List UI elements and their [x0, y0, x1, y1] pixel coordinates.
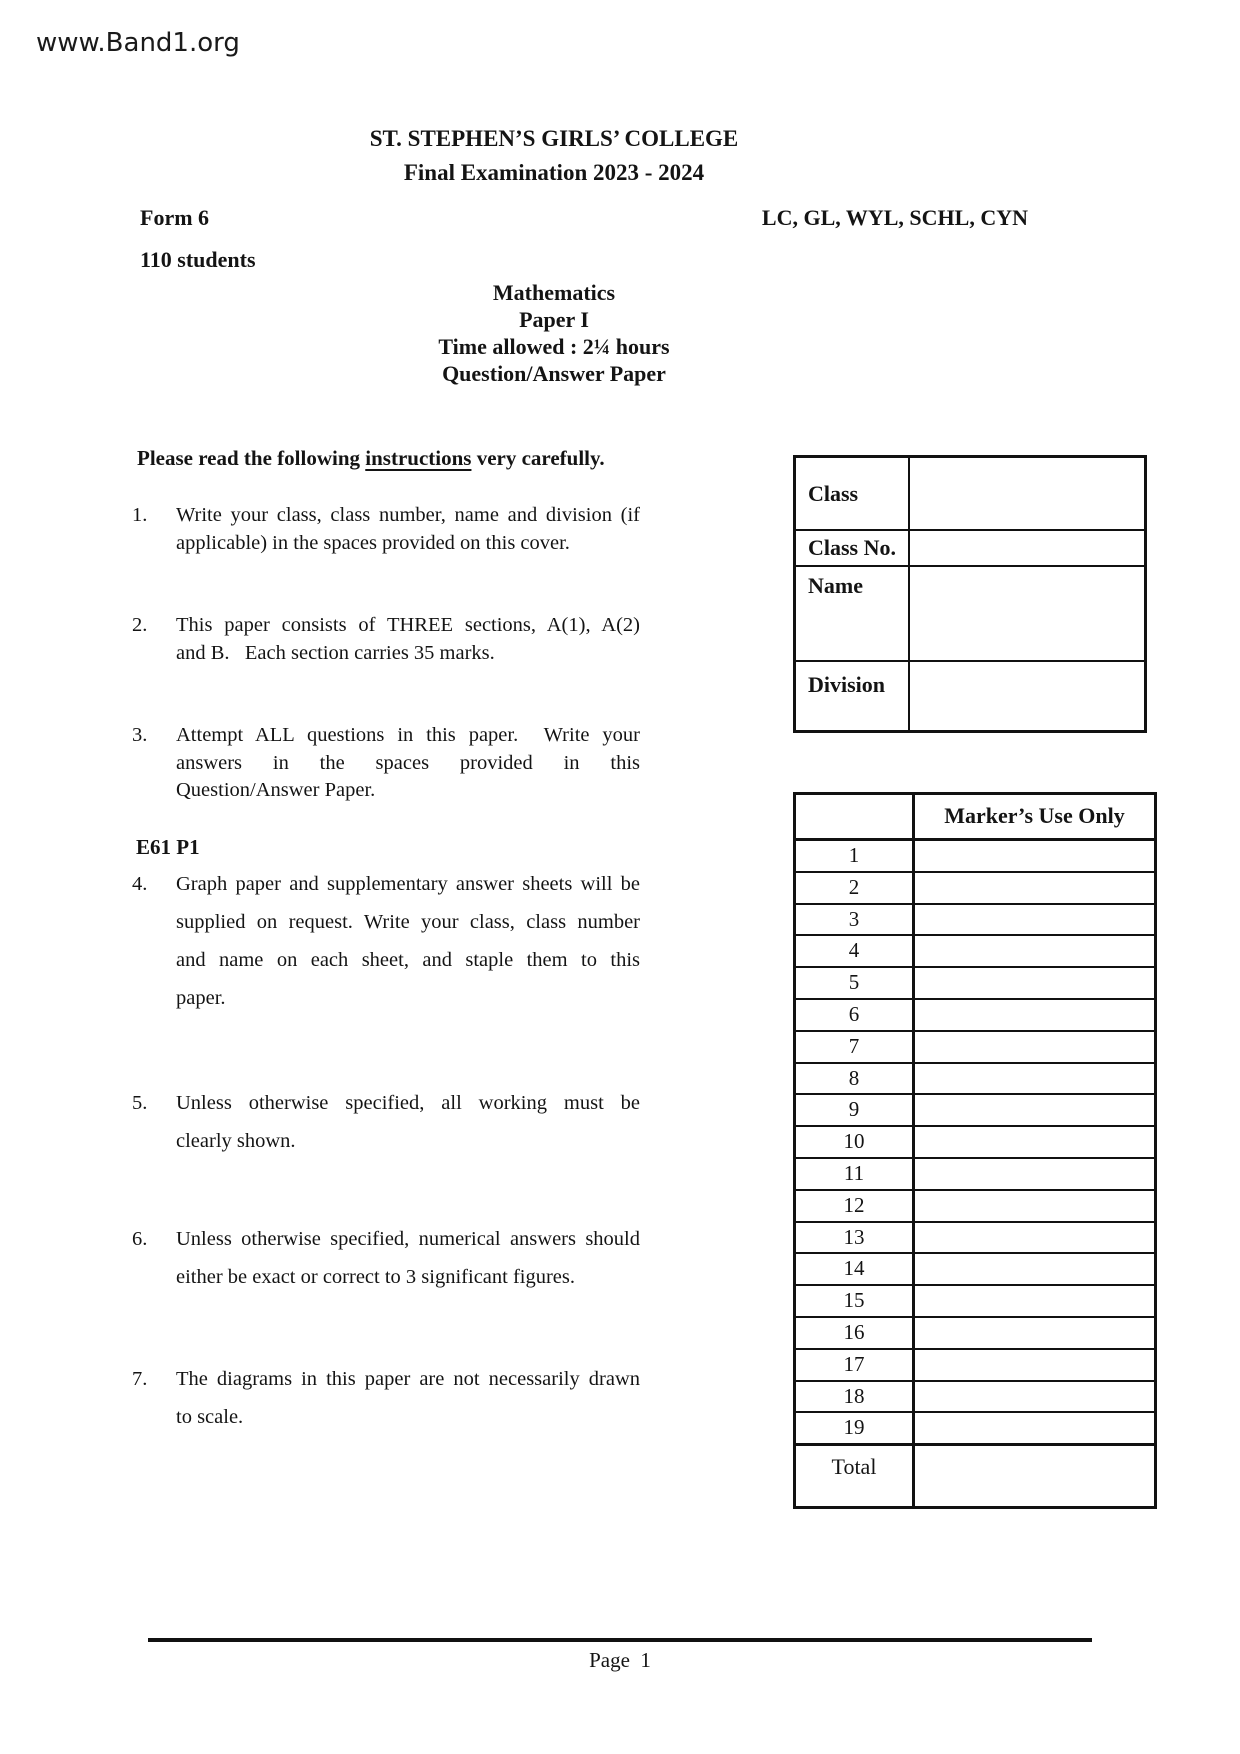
- class-no-value-cell: [910, 531, 1144, 565]
- instruction-line: clearly shown.: [176, 1130, 296, 1152]
- question-number: 14: [796, 1254, 915, 1284]
- instruction-line: Unless otherwise specified, numerical answers should: [176, 1228, 640, 1250]
- instruction-item-number: 4.: [132, 873, 148, 895]
- marker-score-cell: [915, 1064, 1154, 1094]
- school-name: ST. STEPHEN’S GIRLS’ COLLEGE: [369, 126, 739, 151]
- page-number: Page 1: [589, 1648, 651, 1672]
- question-number: 18: [796, 1382, 915, 1412]
- marker-row-7: [796, 1032, 1154, 1064]
- marker-score-cell: [915, 1318, 1154, 1348]
- question-number: 19: [796, 1413, 915, 1443]
- question-number: 12: [796, 1191, 915, 1221]
- paper-type: Question/Answer Paper: [442, 361, 666, 386]
- marker-score-cell: [915, 1254, 1154, 1284]
- form-label: Form 6: [140, 205, 210, 230]
- instruction-line: Question/Answer Paper.: [176, 779, 376, 801]
- instruction-item-4: [132, 865, 642, 1017]
- instruction-item-number: 3.: [132, 724, 148, 746]
- marker-score-cell: [915, 1000, 1154, 1030]
- question-number: 1: [796, 841, 915, 871]
- student-info-table: [793, 455, 1147, 733]
- paper-number: Paper I: [519, 307, 589, 332]
- question-number: 15: [796, 1286, 915, 1316]
- instruction-item-3: [132, 722, 642, 805]
- site-watermark: www.Band1.org: [36, 28, 240, 58]
- instruction-item-number: 6.: [132, 1228, 148, 1250]
- marker-row-17: [796, 1350, 1154, 1382]
- markers-table-header: [796, 795, 1154, 841]
- instruction-item-6: [132, 1220, 642, 1296]
- instruction-item-text: [176, 1220, 640, 1296]
- instructions-heading-prefix: Please read the following: [137, 446, 366, 470]
- instruction-item-text: [176, 722, 640, 805]
- exam-title: Final Examination 2023 - 2024: [403, 160, 705, 185]
- division-label: Division: [796, 662, 910, 730]
- question-number: 11: [796, 1159, 915, 1189]
- instruction-item-7: [132, 1360, 642, 1436]
- question-number: 4: [796, 936, 915, 966]
- table-row: [796, 458, 1144, 529]
- marker-row-6: [796, 1000, 1154, 1032]
- class-value-cell: [910, 458, 1144, 529]
- instruction-line: This paper consists of THREE sections, A(1), A(2): [176, 614, 640, 636]
- question-number: 8: [796, 1064, 915, 1094]
- instruction-line: Write your class, class number, name and division (if: [176, 504, 640, 526]
- paper-info-block: [81, 279, 1027, 387]
- marker-score-cell: [915, 1191, 1154, 1221]
- marker-row-13: [796, 1223, 1154, 1255]
- marker-row-8: [796, 1064, 1154, 1096]
- instruction-line: paper.: [176, 987, 226, 1009]
- marker-row-14: [796, 1254, 1154, 1286]
- question-number: 2: [796, 873, 915, 903]
- marker-row-1: [796, 841, 1154, 873]
- question-number: 7: [796, 1032, 915, 1062]
- instruction-line: The diagrams in this paper are not necessarily drawn: [176, 1368, 640, 1390]
- marker-score-cell: [915, 936, 1154, 966]
- instructions-heading: [137, 446, 605, 471]
- instruction-line: Unless otherwise specified, all working must be: [176, 1092, 640, 1114]
- marker-row-15: [796, 1286, 1154, 1318]
- time-allowed: Time allowed : 2¼ hours: [438, 334, 670, 359]
- markers-use-only-title: Marker’s Use Only: [944, 803, 1125, 828]
- instruction-line: applicable) in the spaces provided on this cover.: [176, 531, 570, 554]
- name-label: Name: [796, 567, 910, 660]
- marker-row-4: [796, 936, 1154, 968]
- marker-score-cell: [915, 1223, 1154, 1253]
- marker-row-18: [796, 1382, 1154, 1414]
- footer-rule: [148, 1638, 1092, 1642]
- total-score-cell: [915, 1446, 1154, 1506]
- instruction-item-number: 7.: [132, 1368, 148, 1390]
- marker-score-cell: [915, 1032, 1154, 1062]
- marker-row-10: [796, 1127, 1154, 1159]
- instruction-item-2: [132, 612, 642, 667]
- marker-score-cell: [915, 1127, 1154, 1157]
- instruction-item-5: [132, 1084, 642, 1160]
- instructions-heading-suffix: very carefully.: [471, 446, 605, 470]
- marker-score-cell: [915, 1350, 1154, 1380]
- instruction-line: answers in the spaces provided in this: [176, 751, 640, 774]
- instruction-line: and name on each sheet, and staple them to this: [176, 949, 640, 971]
- markers-rows: [796, 841, 1154, 1446]
- instruction-item-text: [176, 612, 640, 667]
- instruction-line: either be exact or correct to 3 significant figures.: [176, 1266, 576, 1288]
- marker-row-9: [796, 1095, 1154, 1127]
- marker-score-cell: [915, 1413, 1154, 1443]
- instruction-item-number: 2.: [132, 614, 148, 636]
- paper-code-label: E61 P1: [136, 835, 200, 859]
- marker-score-cell: [915, 1286, 1154, 1316]
- marker-score-cell: [915, 1095, 1154, 1125]
- class-label: Class: [796, 458, 910, 529]
- total-label: Total: [796, 1446, 915, 1506]
- question-number: 5: [796, 968, 915, 998]
- instruction-line: to scale.: [176, 1406, 244, 1428]
- marker-row-11: [796, 1159, 1154, 1191]
- marker-score-cell: [915, 841, 1154, 871]
- instruction-line: and B. Each section carries 35 marks.: [176, 641, 495, 664]
- marker-row-3: [796, 905, 1154, 937]
- question-number: 16: [796, 1318, 915, 1348]
- markers-use-table: [793, 792, 1157, 1509]
- subject-name: Mathematics: [492, 280, 616, 305]
- marker-score-cell: [915, 1159, 1154, 1189]
- instruction-item-text: [176, 1084, 640, 1160]
- marker-score-cell: [915, 905, 1154, 935]
- instruction-line: Graph paper and supplementary answer sheets will be: [176, 873, 640, 895]
- name-value-cell: [910, 567, 1144, 660]
- marker-row-16: [796, 1318, 1154, 1350]
- marker-score-cell: [915, 1382, 1154, 1412]
- marker-row-19: [796, 1413, 1154, 1446]
- question-number: 6: [796, 1000, 915, 1030]
- instruction-item-number: 5.: [132, 1092, 148, 1114]
- marker-score-cell: [915, 873, 1154, 903]
- instruction-item-text: [176, 502, 640, 557]
- marker-row-2: [796, 873, 1154, 905]
- instruction-item-number: 1.: [132, 504, 148, 526]
- question-number: 9: [796, 1095, 915, 1125]
- question-number: 10: [796, 1127, 915, 1157]
- instruction-item-1: [132, 502, 642, 557]
- markers-header-spacer-cell: [796, 795, 915, 838]
- markers-total-row: [796, 1446, 1154, 1506]
- class-codes: LC, GL, WYL, SCHL, CYN: [761, 205, 1028, 230]
- division-value-cell: [910, 662, 1144, 730]
- marker-row-12: [796, 1191, 1154, 1223]
- instructions-heading-underlined: instructions: [365, 446, 472, 470]
- question-number: 3: [796, 905, 915, 935]
- table-row: [796, 529, 1144, 565]
- instruction-item-text: [176, 1360, 640, 1436]
- marker-score-cell: [915, 968, 1154, 998]
- instruction-item-text: [176, 865, 640, 1017]
- marker-row-5: [796, 968, 1154, 1000]
- student-count: 110 students: [140, 247, 256, 272]
- instruction-line: Attempt ALL questions in this paper. Write your: [176, 724, 640, 746]
- instruction-line: supplied on request. Write your class, class number: [176, 911, 640, 933]
- table-row: [796, 660, 1144, 730]
- question-number: 13: [796, 1223, 915, 1253]
- class-no-label: Class No.: [796, 531, 910, 565]
- table-row: [796, 565, 1144, 660]
- title-block: [81, 122, 1027, 190]
- question-number: 17: [796, 1350, 915, 1380]
